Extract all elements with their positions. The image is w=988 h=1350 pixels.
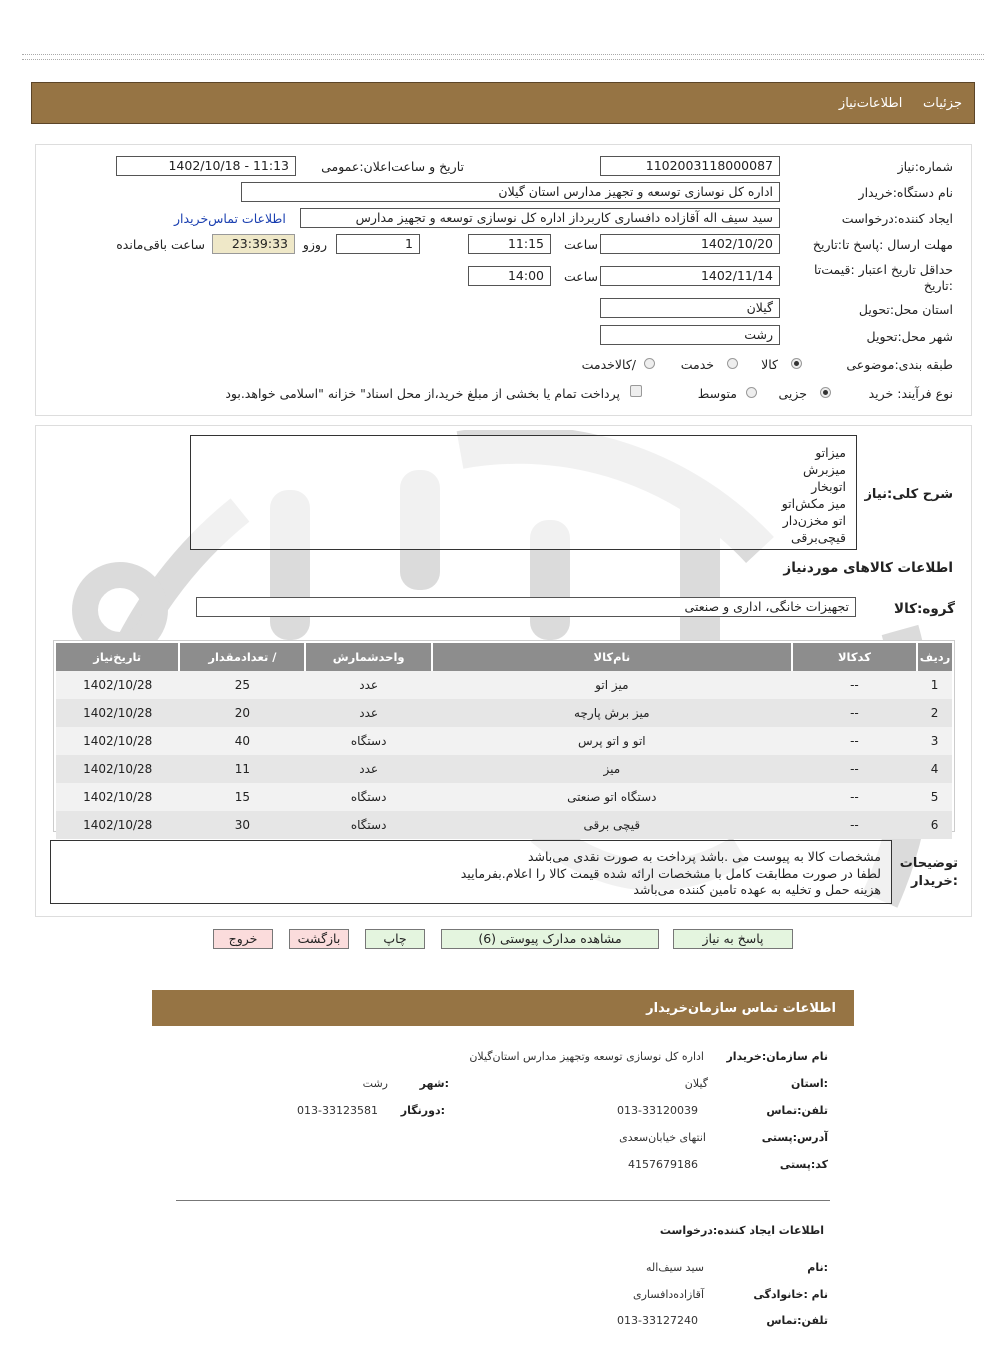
goods-table [56,643,952,839]
description-line: میز مکش‌اتو [781,496,846,511]
remaining-label: ساعت باقی‌مانده [116,237,205,252]
deadline-label: مهلت ارسال :پاسخ تا:تاریخ [812,237,953,252]
creator-family-label: نام :خانوادگی [753,1288,828,1301]
treasury-payment-checkbox[interactable] [630,385,642,397]
contact-phone-label: تلفن:تماس [766,1104,828,1117]
deadline-time-field: 11:15 [468,234,551,254]
goods-table-wrapper [53,640,955,832]
creator-name-value: سید سیف‌اله [645,1261,704,1274]
col-row: ردیف [917,643,952,671]
col-need-date: تاریخ‌نیاز [56,643,179,671]
row-index: 5 [917,783,952,811]
postal-code-label: کد:پستی [779,1158,828,1171]
goods-name: دستگاه اتو صنعتی [432,783,792,811]
remaining-time-field: 23:39:33 [212,234,295,254]
row-index: 1 [917,671,952,699]
announce-label: تاریخ و ساعت‌اعلان:عمومی [321,159,464,174]
announce-field: 1402/10/18 - 11:13 [116,156,296,176]
contact-header-bar [152,990,854,1026]
tab-need-info[interactable]: اطلاعات‌نیاز [838,96,903,111]
goods-need-date: 1402/10/28 [56,811,179,839]
creator-section-title: اطلاعات ایجاد کننده:درخواست [659,1224,824,1237]
reply-button[interactable]: پاسخ به نیاز [673,929,793,949]
goods-name: میز اتو [432,671,792,699]
city-field: رشت [600,325,780,345]
table-row [56,783,952,811]
category-service-radio[interactable] [727,358,738,369]
address-value: انتهای خیابان‌سعدی [619,1131,706,1144]
goods-code: -- [792,727,917,755]
buyer-notes-box [50,840,892,904]
days-field: 1 [336,234,420,254]
goods-table-header [56,643,952,671]
row-index: 6 [917,811,952,839]
process-medium-label: متوسط [697,386,737,401]
tab-details[interactable]: جزئیات [923,96,962,111]
description-line: قیچی‌برقی [790,530,846,545]
goods-need-date: 1402/10/28 [56,783,179,811]
need-number-label: شماره:نیاز [897,159,953,174]
buyer-note-line: مشخصات کالا به پیوست می .باشد پرداخت به صورت نقدی می‌باشد [527,849,881,864]
goods-quantity: 15 [179,783,305,811]
validity-time-label: ساعت [563,269,598,284]
validity-label: حداقل تاریخ اعتبار :قیمت‌تا [813,262,953,277]
category-both-radio[interactable] [644,358,655,369]
top-divider [22,54,984,60]
category-goods-label: کالا [761,357,778,372]
col-code: کدکالا [792,643,917,671]
fax-label: :دورنگار [400,1104,445,1117]
header-title [839,96,962,111]
goods-section-title: اطلاعات کالاهای موردنیاز [783,560,953,576]
goods-unit: عدد [305,699,431,727]
category-service-label: خدمت [680,357,714,372]
row-index: 2 [917,699,952,727]
goods-code: -- [792,811,917,839]
creator-label: ایجاد کننده:درخواست [841,211,953,226]
goods-need-date: 1402/10/28 [56,699,179,727]
goods-group-label: گروه:کالا [894,601,955,617]
exit-button[interactable]: خروج [213,929,273,949]
goods-unit: دستگاه [305,727,431,755]
description-lines [782,444,846,546]
goods-name: میز [432,755,792,783]
contact-city-value: رشت [362,1077,388,1090]
goods-unit: دستگاه [305,783,431,811]
address-label: آدرس:پستی [761,1131,828,1144]
category-both-label: /کالاخدمت [581,357,636,372]
description-line: اتوبخار [811,479,846,494]
process-partial-label: جزیی [778,386,807,401]
creator-family-value: آقازاده‌دافساری [633,1288,704,1301]
contact-divider [176,1200,830,1201]
goods-unit: عدد [305,755,431,783]
contact-province-value: گیلان [684,1077,708,1090]
table-row [56,671,952,699]
contact-phone-value: 013-33120039 [617,1104,698,1117]
col-unit: واحدشمارش [305,643,431,671]
col-name: نام‌کالا [432,643,792,671]
process-partial-radio[interactable] [820,387,831,398]
details-header-bar [31,82,975,124]
creator-name-label: :نام [807,1261,828,1274]
goods-quantity: 40 [179,727,305,755]
goods-name: قیچی برقی [432,811,792,839]
col-quantity: / تعدادمقدار [179,643,305,671]
goods-need-date: 1402/10/28 [56,755,179,783]
goods-unit: عدد [305,671,431,699]
buyer-notes-lines [461,849,881,899]
description-box [190,435,857,550]
creator-phone-label: تلفن:تماس [766,1314,828,1327]
buyer-org-field: اداره کل نوسازی توسعه و تجهیز مدارس استان گیلان [241,182,780,202]
goods-need-date: 1402/10/28 [56,671,179,699]
row-index: 4 [917,755,952,783]
description-line: اتو مخزن‌دار [782,513,846,528]
goods-need-date: 1402/10/28 [56,727,179,755]
goods-quantity: 11 [179,755,305,783]
postal-code-value: 4157679186 [628,1158,698,1171]
province-label: استان محل:تحویل [858,302,953,317]
print-button[interactable]: چاپ [365,929,425,949]
description-label: شرح کلی:نیاز [864,487,953,502]
description-line: میزبرش [803,462,846,477]
org-name-label: نام سازمان:خریدار [726,1050,828,1063]
deadline-time-label: ساعت [563,237,598,252]
buyer-note-line: هزینه حمل و تخلیه به عهده تامین کننده می‌باشد [633,882,881,897]
payment-note: پرداخت تمام یا بخشی از مبلغ خرید،از محل اسناد" خزانه "اسلامی خواهد.بود [225,386,620,401]
deadline-date-field: 1402/10/20 [600,234,780,254]
creator-field: سید سیف اله آقازاده دافساری کاربرداز اداره کل نوسازی توسعه و تجهیز مدارس [300,208,780,228]
category-label: طبقه بندی:موضوعی [846,357,953,372]
buyer-notes-label-2: :خریدار [911,874,958,889]
need-number-field: 1102003118000087 [600,156,780,176]
view-attachments-button[interactable]: مشاهده مدارک پیوستی (6) [441,929,659,949]
goods-code: -- [792,783,917,811]
fax-value: 013-33123581 [297,1104,378,1117]
table-row [56,811,952,839]
days-label: روزو [302,237,327,252]
goods-quantity: 25 [179,671,305,699]
contact-city-label: :شهر [419,1077,449,1090]
goods-name: میز برش پارچه [432,699,792,727]
goods-code: -- [792,699,917,727]
goods-quantity: 30 [179,811,305,839]
province-field: گیلان [600,298,780,318]
table-row [56,755,952,783]
goods-quantity: 20 [179,699,305,727]
goods-unit: دستگاه [305,811,431,839]
back-button[interactable]: بازگشت [289,929,349,949]
contact-title: اطلاعات تماس سازمان‌خریدار [646,1001,836,1016]
goods-name: اتو و اتو پرس [432,727,792,755]
category-goods-radio[interactable] [791,358,802,369]
validity-time-field: 14:00 [468,266,551,286]
buyer-note-line: لطفا در صورت مطابقت کامل با مشخصات ارائه شده قیمت کالا را اعلام.بفرمایید [460,865,881,881]
validity-date-field: 1402/11/14 [600,266,780,286]
validity-label-2: :تاریخ [923,278,953,293]
process-label: نوع فرآیند: خرید [868,386,953,401]
goods-code: -- [792,755,917,783]
table-row [56,727,952,755]
description-line: میزاتو [815,445,846,460]
org-name-value: اداره کل نوسازی توسعه وتجهیز مدارس استان‌گیلان [469,1050,704,1063]
creator-phone-value: 013-33127240 [617,1314,698,1327]
table-row [56,699,952,727]
process-medium-radio[interactable] [746,387,757,398]
buyer-notes-label: توضیحات [899,856,958,871]
city-label: شهر محل:تحویل [866,329,953,344]
row-index: 3 [917,727,952,755]
goods-code: -- [792,671,917,699]
buyer-contact-link[interactable]: اطلاعات تماس‌خریدار [174,211,286,226]
buyer-org-label: نام دستگاه:خریدار [858,185,953,200]
goods-group-field: تجهیزات خانگی، اداری و صنعتی [196,597,856,617]
contact-province-label: :استان [791,1077,828,1090]
